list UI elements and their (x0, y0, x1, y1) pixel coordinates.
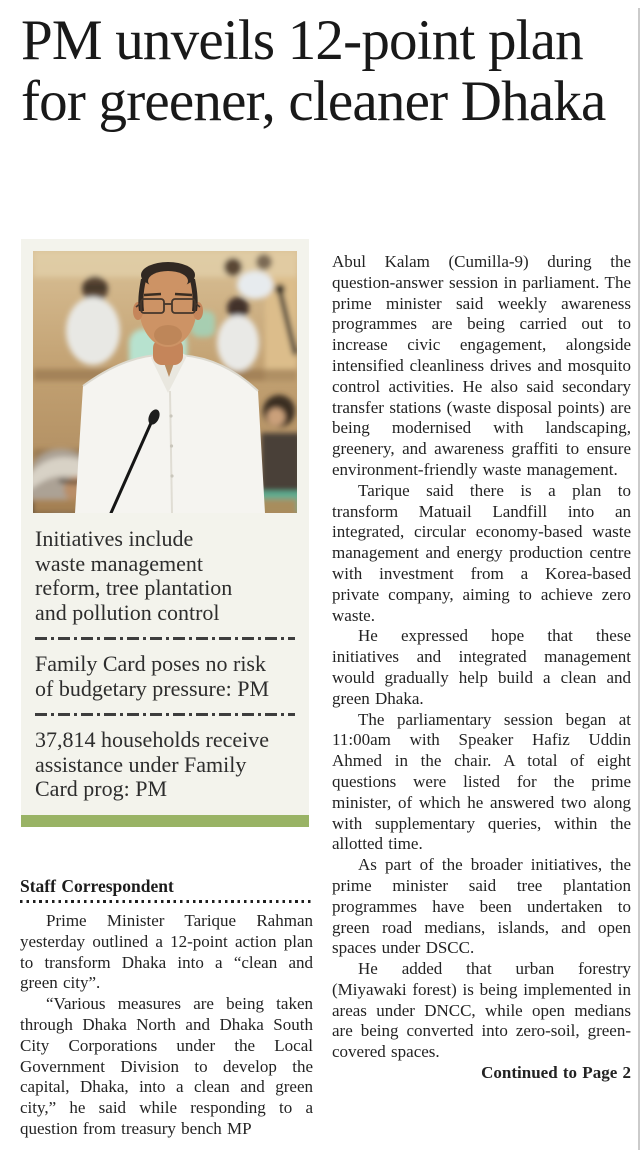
paragraph: As part of the broader initiatives, the prime minister said tree plantation programmes have been undertaken to green road medians, islands, and open spaces under DSCC. (332, 855, 631, 958)
paragraph: The parliamentary session began at 11:00am with Speaker Hafiz Uddin Ahmed in the chair. A total of eight questions were listed for the prime minister, of which he answered two along with supplementary queries, within the allotted time. (332, 709, 631, 854)
dash-dot-separator (35, 637, 295, 640)
column-rule (638, 8, 640, 1150)
paragraph: “Various measures are being taken through Dhaka North and Dhaka South City Corporations under the Local Government Division to develop the capital, Dhaka, into a clean and green city,” he said while responding to a question from treasury bench MP (20, 994, 313, 1138)
headline: PM unveils 12-point plan for greener, cleaner Dhaka (21, 9, 606, 133)
byline: Staff Correspondent (20, 876, 174, 896)
highlight-headline: Family Card poses no risk of budgetary pressure: PM (35, 651, 270, 701)
caption-list (21, 513, 309, 815)
continued-note: Continued to Page 2 (481, 1063, 631, 1083)
byline-dotted-rule (20, 900, 313, 903)
green-accent-bar (21, 815, 309, 827)
dash-dot-separator (35, 713, 295, 716)
paragraph: Prime Minister Tarique Rahman yesterday outlined a 12-point action plan to transform Dhaka into a “clean and green city”. (20, 911, 313, 993)
photo-caption: Initiatives include waste management reform, tree plantation and pollution control (35, 526, 233, 625)
paragraph: Abul Kalam (Cumilla-9) during the question-answer session in parliament. The prime minister said weekly awareness programmes are being carried out to increase civic engagement, alongside intensified cleanliness drives and mosquito control activities. He also said secondary transfer stations (waste disposal points) are being modernised with landscaping, greenery, and awareness graffiti to ensure environment-friendly waste management. (332, 252, 631, 479)
left-column (20, 876, 313, 1140)
paragraph: Tarique said there is a plan to transform Matuail Landfill into an integrated, circular economy-based waste management and energy production centre with investment from a Korea-based private company, aiming to achieve zero waste. (332, 480, 631, 625)
paragraph: He added that urban forestry (Miyawaki forest) is being implemented in areas under DNCC, while open medians are being converted into zero-soil, green-covered spaces. (332, 959, 631, 1062)
parliament-photo (33, 251, 297, 513)
highlight-headline: 37,814 households receive assistance under Family Card prog: PM (35, 727, 269, 801)
right-column (332, 252, 631, 1084)
paragraph: He expressed hope that these initiatives and integrated management would gradually help build a clean and green Dhaka. (332, 626, 631, 708)
photo-caption-box (21, 239, 309, 827)
